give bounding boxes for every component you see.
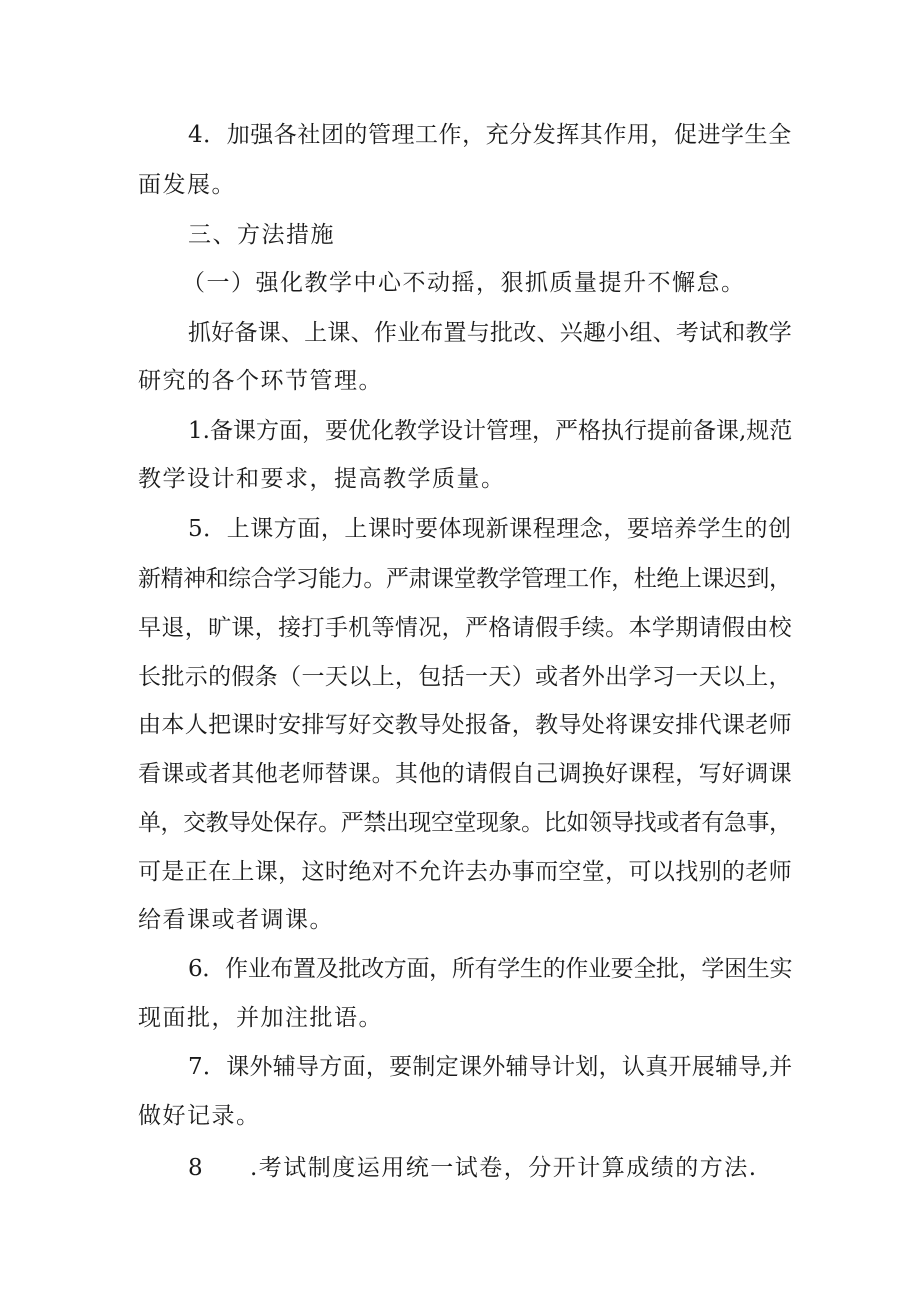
paragraph-line: 5．上课方面，上课时要体现新课程理念，要培养学生的创 — [188, 516, 792, 542]
subsection-heading: （一）强化教学中心不动摇，狠抓质量提升不懈怠。 — [182, 270, 746, 296]
paragraph-line: 教学设计和要求，提高教学质量。 — [138, 466, 506, 492]
paragraph-line: 单，交教导处保存。严禁出现空堂现象。比如领导找或者有急事， — [138, 810, 792, 836]
paragraph-line: 新精神和综合学习能力。严肃课堂教学管理工作，杜绝上课迟到， — [138, 566, 792, 592]
item-text: .考试制度运用统一试卷，分开计算成绩的方法. — [250, 1155, 758, 1181]
paragraph-line: 4．加强各社团的管理工作，充分发挥其作用，促进学生全 — [188, 122, 792, 148]
paragraph-line: 研究的各个环节管理。 — [138, 368, 383, 394]
paragraph-line: 面发展。 — [138, 172, 236, 198]
paragraph-line: 现面批，并加注批语。 — [138, 1005, 383, 1031]
paragraph-line: 抓好备课、上课、作业布置与批改、兴趣小组、考试和教学 — [188, 320, 792, 346]
paragraph-line: 看课或者其他老师替课。其他的请假自己调换好课程，写好调课 — [138, 761, 792, 787]
paragraph-line: 可是正在上课，这时绝对不允许去办事而空堂，可以找别的老师 — [138, 859, 792, 885]
item-number: 8 — [188, 1155, 205, 1181]
paragraph-line: 1.备课方面，要优化教学设计管理，严格执行提前备课,规范 — [188, 418, 793, 444]
paragraph-line: 早退，旷课，接打手机等情况，严格请假手续。本学期请假由校 — [138, 615, 792, 641]
section-heading: 三、方法措施 — [188, 222, 335, 248]
paragraph-line: 由本人把课时安排写好交教导处报备，教导处将课安排代课老师 — [138, 712, 792, 738]
paragraph-line: 长批示的假条（一天以上，包括一天）或者外出学习一天以上， — [138, 664, 792, 690]
paragraph-line: 给看课或者调课。 — [138, 907, 334, 933]
paragraph-line: 6．作业布置及批改方面，所有学生的作业要全批，学困生实 — [188, 956, 793, 982]
paragraph-line: 7．课外辅导方面，要制定课外辅导计划，认真开展辅导,并 — [188, 1054, 793, 1080]
paragraph-line: 做好记录。 — [138, 1103, 261, 1129]
